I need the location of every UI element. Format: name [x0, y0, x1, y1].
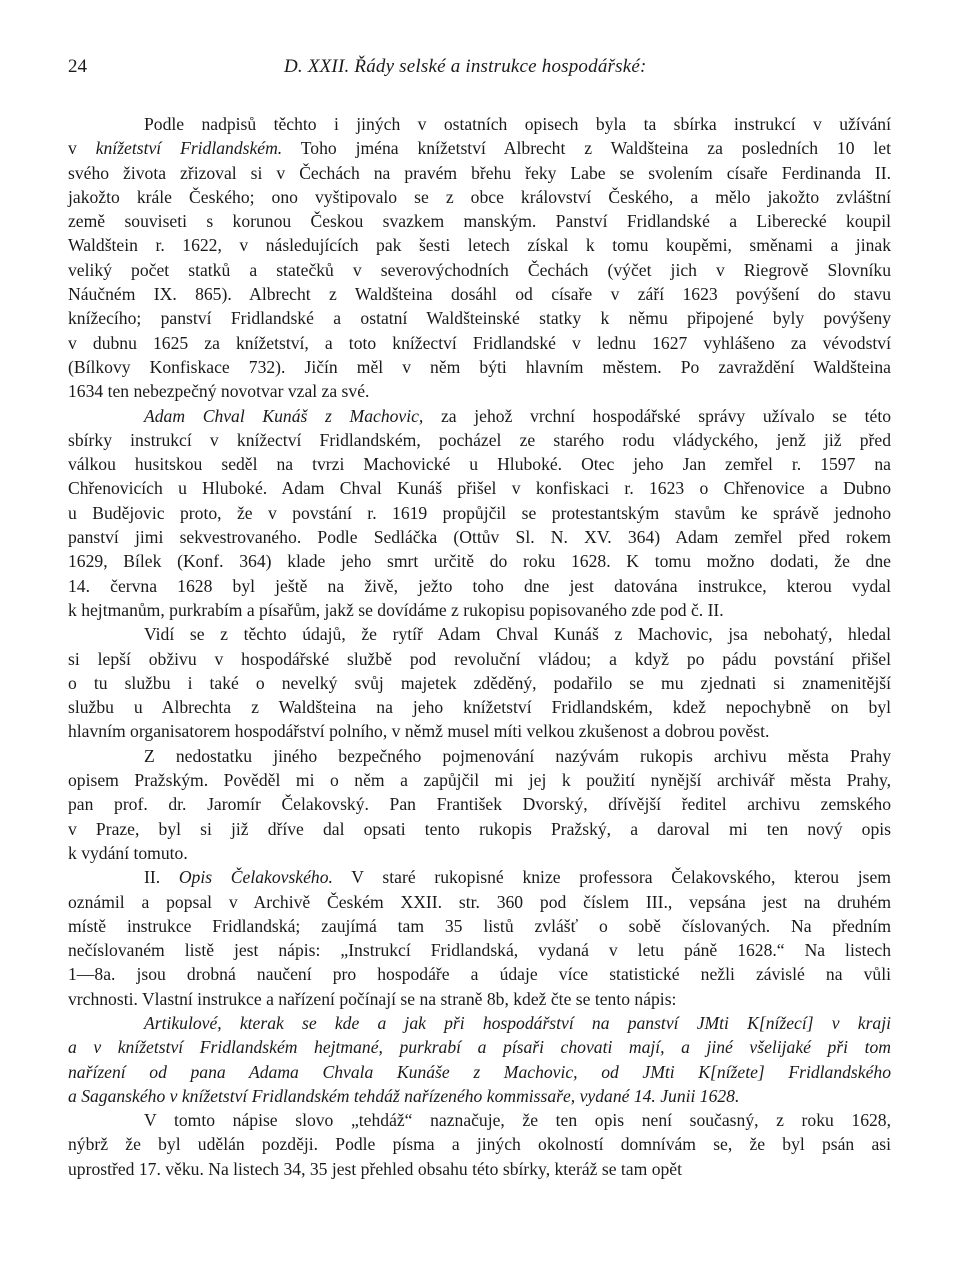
text-run: nýbrž že byl udělán později. Podle písma a jiných okolností domnívám se, že byl psán asi [68, 1134, 891, 1155]
text-run: 14. června 1628 byl ještě na živě, ježto toho dne jest datována instrukce, kterou vydal [68, 575, 891, 596]
text-line [68, 768, 891, 792]
text-line [68, 647, 891, 671]
text-line [68, 549, 891, 573]
text-line [68, 233, 891, 257]
text-line [68, 525, 891, 549]
text-run: k vydání tomuto. [68, 842, 188, 863]
text-line [68, 331, 891, 355]
text-line [68, 744, 891, 768]
text-run: nečíslovaném listě jest nápis: „Instrukcí Fridlandská, vydaná v letu páně 1628.“ Na listech [68, 940, 891, 961]
text-run: o tu službu i také o nevelký svůj majetek zděděný, podařilo se mu zjednati si znamenitější [68, 672, 891, 693]
italic-text: a Saganského v knížetství Fridlandském tehdáž nařízeného kommissaře, vydané 14. Junii 1628. [68, 1085, 740, 1106]
paragraph [68, 404, 891, 623]
text-line [68, 1132, 891, 1156]
text-line [68, 574, 891, 598]
running-title: D. XXII. Řády selské a instrukce hospodářské: [284, 56, 647, 77]
text-run: 1629, Bílek (Konf. 364) klade jeho smrt určitě do roku 1628. K tomu možno dodati, že dne [68, 551, 891, 572]
text-run: panství jimi sekvestrovaného. Podle Sedláčka (Ottův Sl. N. XV. 364) Adam zemřel před rokem [68, 527, 891, 548]
text-line [68, 890, 891, 914]
text-line [68, 476, 891, 500]
text-run: vrchnosti. Vlastní instrukce a nařízení počínají se na straně 8b, kdež čte se tento nápis: [68, 988, 677, 1009]
text-run: u Budějovic proto, že v povstání r. 1619 propůjčil se protestantským stavům ke správě jednoho [68, 502, 891, 523]
text-line [68, 914, 891, 938]
paragraph [68, 744, 891, 865]
text-run: Podle nadpisů těchto i jiných v ostatních opisech byla ta sbírka instrukcí v užívání [144, 114, 891, 134]
text-line [68, 452, 891, 476]
text-run: svého života zřizoval si v Čechách na pravém břehu řeky Labe se svolením císaře Ferdinanda II. [68, 162, 891, 183]
page-number: 24 [68, 56, 87, 77]
text-line [68, 938, 891, 962]
text-line [68, 1157, 891, 1181]
text-line [68, 209, 891, 233]
text-run: uprostřed 17. věku. Na listech 34, 35 jest přehled obsahu této sbírky, kteráž se tam opět [68, 1158, 682, 1179]
text-run: země souviseti s korunou Českou svazkem manským. Panství Fridlandské a Liberecké koupil [68, 211, 891, 232]
text-run: jakožto krále Českého; ono vyštipovalo se z obce království Českého, a mělo jakožto zvláštní [68, 186, 891, 207]
text-line [68, 185, 891, 209]
text-line [68, 865, 891, 889]
text-line [68, 404, 891, 428]
text-run: za jehož vrchní hospodářské správy užívalo se této [423, 405, 892, 426]
text-line [68, 428, 891, 452]
paragraph [68, 112, 891, 404]
text-line [68, 622, 891, 646]
body-text [68, 112, 891, 1181]
text-line [68, 598, 891, 622]
italic-text: nařízení od pana Adama Chvala Kunáše z Machovic, od JMti K[nížete] Fridlandského [68, 1061, 891, 1082]
text-run: sbírky instrukcí v knížectví Fridlandském, pocházel ze starého rodu vládyckého, jenž již před [68, 429, 891, 450]
text-run: v dubnu 1625 za knížetství, a toto knížectví Fridlandské v lednu 1627 vyhlášeno za vévodství [68, 332, 891, 353]
text-line [68, 136, 891, 160]
running-head [68, 56, 891, 86]
text-run: si lepší obživu v hospodářské službě pod revoluční vládou; a když po pádu povstání přišel [68, 648, 891, 669]
text-run: (Bílkovy Konfiskace 732). Jičín měl v něm býti hlavním městem. Po zavraždění Waldšteina [68, 356, 891, 377]
text-line [68, 1108, 891, 1132]
text-line [68, 258, 891, 282]
italic-text: Adam Chval Kunáš z Machovic, [144, 405, 424, 426]
text-line [68, 1084, 891, 1108]
document-page [68, 56, 891, 1181]
italic-text: Artikulové, kterak se kde a jak při hospodářství na panství JMti K[nížecí] v kraji [144, 1012, 891, 1033]
text-run: Chřenovicích u Hluboké. Adam Chval Kunáš přišel v konfiskaci r. 1623 o Chřenovice a Dubno [68, 478, 891, 499]
text-line [68, 817, 891, 841]
text-run: Toho jména knížetství Albrecht z Waldšteina za posledních 10 let [282, 138, 891, 159]
text-run: Waldštein r. 1622, v následujících pak šesti letech získal k tomu koupěmi, směnami a jinak [68, 235, 891, 256]
text-line [68, 355, 891, 379]
text-line [68, 1060, 891, 1084]
text-line [68, 792, 891, 816]
text-line [68, 695, 891, 719]
paragraph [68, 865, 891, 1011]
text-run: k hejtmanům, purkrabím a písařům, jakž se dovídáme z rukopisu popisovaného zde pod č. II. [68, 599, 724, 620]
text-run: 1—8a. jsou drobná naučení pro hospodáře a údaje více statistické nežli závislé na vůli [68, 964, 891, 985]
text-run: místě instrukce Fridlandská; zaujímá tam 35 listů zvlášť o sobě číslovaných. Na předním [68, 915, 891, 936]
text-line [68, 841, 891, 865]
text-run: opisem Pražským. Pověděl mi o něm a zapůjčil mi jej k použití nynější archivář města Prahy, [68, 770, 891, 791]
text-line [68, 112, 891, 136]
text-line [68, 987, 891, 1011]
text-run: veliký počet statků a statečků v severovýchodních Čechách (výčet jich v Riegrově Slovníku [68, 259, 891, 280]
italic-text: a v knížetství Fridlandském hejtmané, purkrabí a písaři chovati mají, a jiné všelijaké při tom [68, 1037, 891, 1058]
text-line [68, 719, 891, 743]
text-run: oznámil a popsal v Archivě Českém XXII. str. 360 pod číslem III., vepsána jest na druhém [68, 891, 891, 912]
text-run: v [68, 138, 96, 159]
text-run: službu u Albrechta z Waldšteina na jeho knížetství Fridlandském, kdež nepochybně on byl [68, 697, 891, 718]
text-line [68, 1035, 891, 1059]
text-run: II. [144, 867, 179, 888]
paragraph [68, 622, 891, 743]
text-line [68, 161, 891, 185]
text-line [68, 962, 891, 986]
text-run: válkou husitskou seděl na tvrzi Machovické u Hluboké. Otec jeho Jan zemřel r. 1597 na [68, 454, 891, 475]
text-run: hlavním organisatorem hospodářství polního, v němž musel míti velkou zkušenost a dobrou pověst. [68, 721, 770, 742]
text-line [68, 1011, 891, 1035]
text-run: pan prof. dr. Jaromír Čelakovský. Pan František Dvorský, dřívější ředitel archivu zemského [68, 794, 891, 815]
text-run: 1634 ten nebezpečný novotvar vzal za své. [68, 381, 370, 402]
text-run: Náučném IX. 865). Albrecht z Waldšteina dosáhl od císaře v září 1623 povýšení do stavu [68, 284, 891, 305]
text-line [68, 306, 891, 330]
paragraph [68, 1108, 891, 1181]
text-line [68, 282, 891, 306]
text-run: V staré rukopisné knize professora Čelakovského, kterou jsem [332, 867, 891, 888]
text-run: Vidí se z těchto údajů, že rytíř Adam Chval Kunáš z Machovic, jsa nebohatý, hledal [144, 624, 891, 645]
text-line [68, 671, 891, 695]
paragraph [68, 1011, 891, 1108]
text-run: V tomto nápise slovo „tehdáž“ naznačuje, že ten opis není současný, z roku 1628, [144, 1110, 891, 1131]
italic-text: Opis Čelakovského. [178, 867, 333, 888]
text-run: v Praze, byl si již dříve dal opsati tento rukopis Pražský, a daroval mi ten nový opis [68, 818, 891, 839]
text-line [68, 379, 891, 403]
italic-text: knížetství Fridlandském. [95, 138, 283, 159]
text-run: knížecího; panství Fridlandské a ostatní Waldšteinské statky k němu připojené byly povýšeny [68, 308, 891, 329]
text-line [68, 501, 891, 525]
text-run: Z nedostatku jiného bezpečného pojmenování nazývám rukopis archivu města Prahy [144, 745, 891, 766]
